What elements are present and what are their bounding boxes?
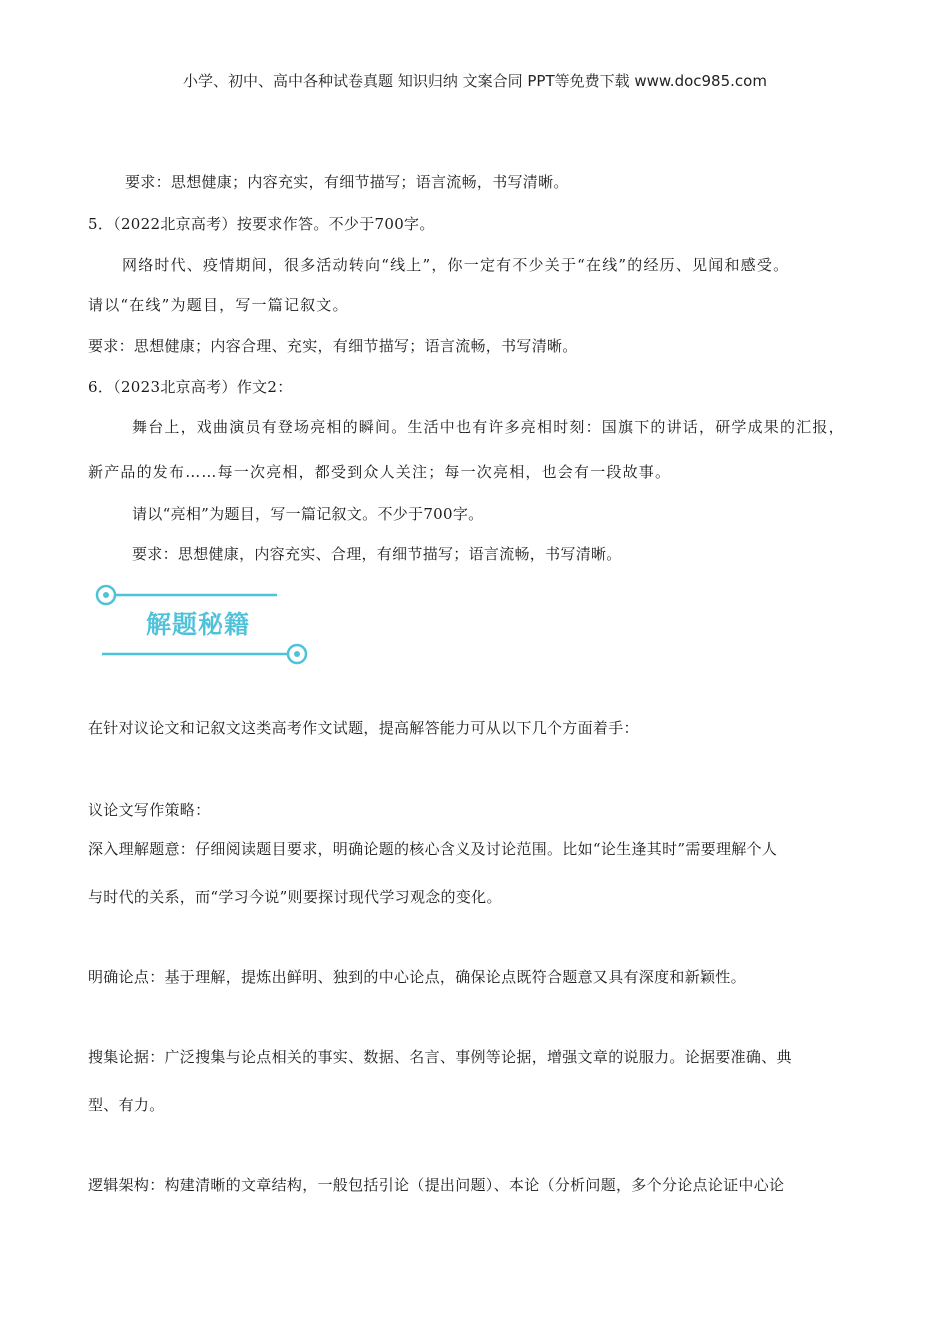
requirement-text: 要求：思想健康；内容充实，有细节描写；语言流畅，书写清晰。: [125, 173, 569, 191]
paragraph-understand-topic-line-1: 深入理解题意：仔细阅读题目要求，明确论题的核心含义及讨论范围。比如“论生逢其时”需要理解个人: [88, 840, 778, 858]
question-5-prompt-line-2: 请以“在线”为题目，写一篇记叙文。: [88, 296, 349, 314]
paragraph-understand-topic-line-2: 与时代的关系，而“学习今说”则要探讨现代学习观念的变化。: [88, 888, 502, 906]
paragraph-collect-evidence-line-2: 型、有力。: [88, 1096, 165, 1114]
question-5-title: 5．（2022北京高考）按要求作答。不少于700字。: [88, 215, 435, 233]
strategy-heading: 议论文写作策略：: [88, 801, 211, 819]
question-6-prompt-line-1: 舞台上，戏曲演员有登场亮相的瞬间。生活中也有许多亮相时刻：国旗下的讲话，研学成果的汇报，: [132, 418, 845, 436]
paragraph-collect-evidence-line-1: 搜集论据：广泛搜集与论点相关的事实、数据、名言、事例等论据，增强文章的说服力。论据要准确、典: [88, 1048, 792, 1066]
paragraph-clarify-thesis: 明确论点：基于理解，提炼出鲜明、独到的中心论点，确保论点既符合题意又具有深度和新颖性。: [88, 968, 746, 986]
guide-intro: 在针对议论文和记叙文这类高考作文试题，提高解答能力可从以下几个方面着手：: [88, 719, 639, 737]
question-5-requirement: 要求：思想健康；内容合理、充实，有细节描写；语言流畅，书写清晰。: [88, 337, 578, 355]
question-5-prompt-line-1: 网络时代、疫情期间，很多活动转向“线上”，你一定有不少关于“在线”的经历、见闻和感受。: [122, 256, 790, 274]
section-title-tips: 解题秘籍: [146, 610, 251, 639]
question-6-prompt-line-2: 新产品的发布……每一次亮相，都受到众人关注；每一次亮相，也会有一段故事。: [88, 463, 672, 481]
paragraph-logic-structure-line-1: 逻辑架构：构建清晰的文章结构，一般包括引论（提出问题）、本论（分析问题，多个分论点论证中心论: [88, 1176, 785, 1194]
question-6-requirement: 要求：思想健康，内容充实、合理，有细节描写；语言流畅，书写清晰。: [132, 545, 622, 563]
question-6-title: 6．（2023北京高考）作文2：: [88, 378, 293, 396]
page-header-banner: 小学、初中、高中各种试卷真题 知识归纳 文案合同 PPT等免费下载 www.doc985.com: [183, 72, 767, 90]
question-6-prompt-line-3: 请以“亮相”为题目，写一篇记叙文。不少于700字。: [132, 505, 484, 523]
